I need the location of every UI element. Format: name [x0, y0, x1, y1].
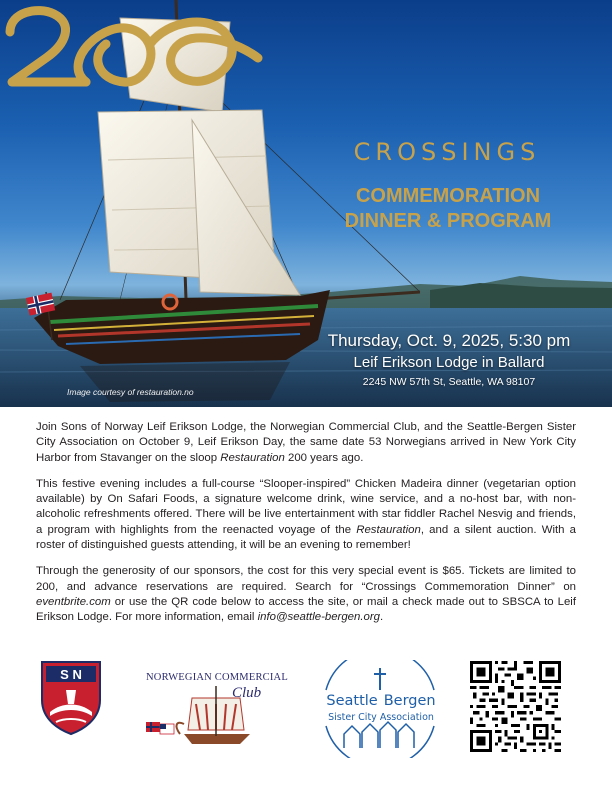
details-text-end: , and a silent auction. With a roster of distinguished guests attending, it will be an evening to remember! [36, 523, 576, 552]
event-date-time: Thursday, Oct. 9, 2025, 5:30 pm [327, 331, 571, 350]
son-logo-text: S N [60, 667, 82, 682]
event-type-line2: DINNER & PROGRAM [344, 210, 552, 232]
tickets-text: Through the generosity of our sponsors, the cost for this very special event is $65. Tickets are limited to 200, and advance reservations are required. Search for “Crossings Commemoration Dinner” on [36, 565, 576, 593]
tickets-text-mid: or use the QR code below to access the site, or mail a check made out to SBSCA to Leif Erikson Lodge. For more information, email [36, 595, 576, 624]
tickets-text-end: . [379, 611, 384, 624]
details-text: This festive evening includes a full-course “Slooper-inspired” Chicken Madeira dinner (vegetarian option available) by On Safari Foods, a signature welcome drink, wine service, and a no-host bar, with non-alcoholic refreshments offered. There will be live entertainment with star fiddler Rachel Nesvig and friends, a program with highlights from the reenacted voyage of the [36, 477, 576, 536]
crossings-200-logo [0, 0, 268, 96]
event-address: 2245 NW 57th St, Seattle, WA 98107 [362, 376, 536, 388]
brand-title: CROSSINGS [353, 138, 541, 166]
seattle-bergen-sister-city-logo [300, 660, 460, 758]
ncc-club: Club [232, 685, 262, 701]
intro-text-end: 200 years ago. [284, 451, 364, 464]
sons-of-norway-logo [40, 660, 102, 736]
sbsca-city-b: Bergen [383, 693, 436, 709]
ship-name: Restauration [220, 451, 285, 464]
tickets-paragraph [36, 564, 576, 625]
event-type-heading [300, 184, 596, 234]
email-link[interactable]: info@seattle-bergen.org [257, 611, 380, 624]
qr-code-icon[interactable] [470, 661, 561, 752]
event-type-line1: COMMEMORATION [355, 185, 541, 207]
eventbrite-link[interactable]: eventbrite.com [36, 595, 111, 608]
intro-text: Join Sons of Norway Leif Erikson Lodge, the Norwegian Commercial Club, and the Seattle-Bergen Sister City Association on October 9, Leif Erikson Day, the same date 53 Norwegians arrived in New York City Harbor from Stavanger on the sloop [36, 421, 576, 464]
sbsca-city-a: Seattle [326, 693, 378, 709]
details-paragraph [36, 477, 576, 553]
sbsca-subtitle: Sister City Association [328, 712, 434, 723]
intro-paragraph [36, 420, 576, 466]
event-description [36, 420, 576, 637]
image-credit: Image courtesy of restauration.no [67, 387, 194, 397]
ncc-title: NORWEGIAN COMMERCIAL [146, 672, 288, 683]
ship-name: Restauration [356, 523, 421, 536]
sbsca-name [298, 693, 464, 709]
event-venue: Leif Erikson Lodge in Ballard [353, 354, 545, 371]
